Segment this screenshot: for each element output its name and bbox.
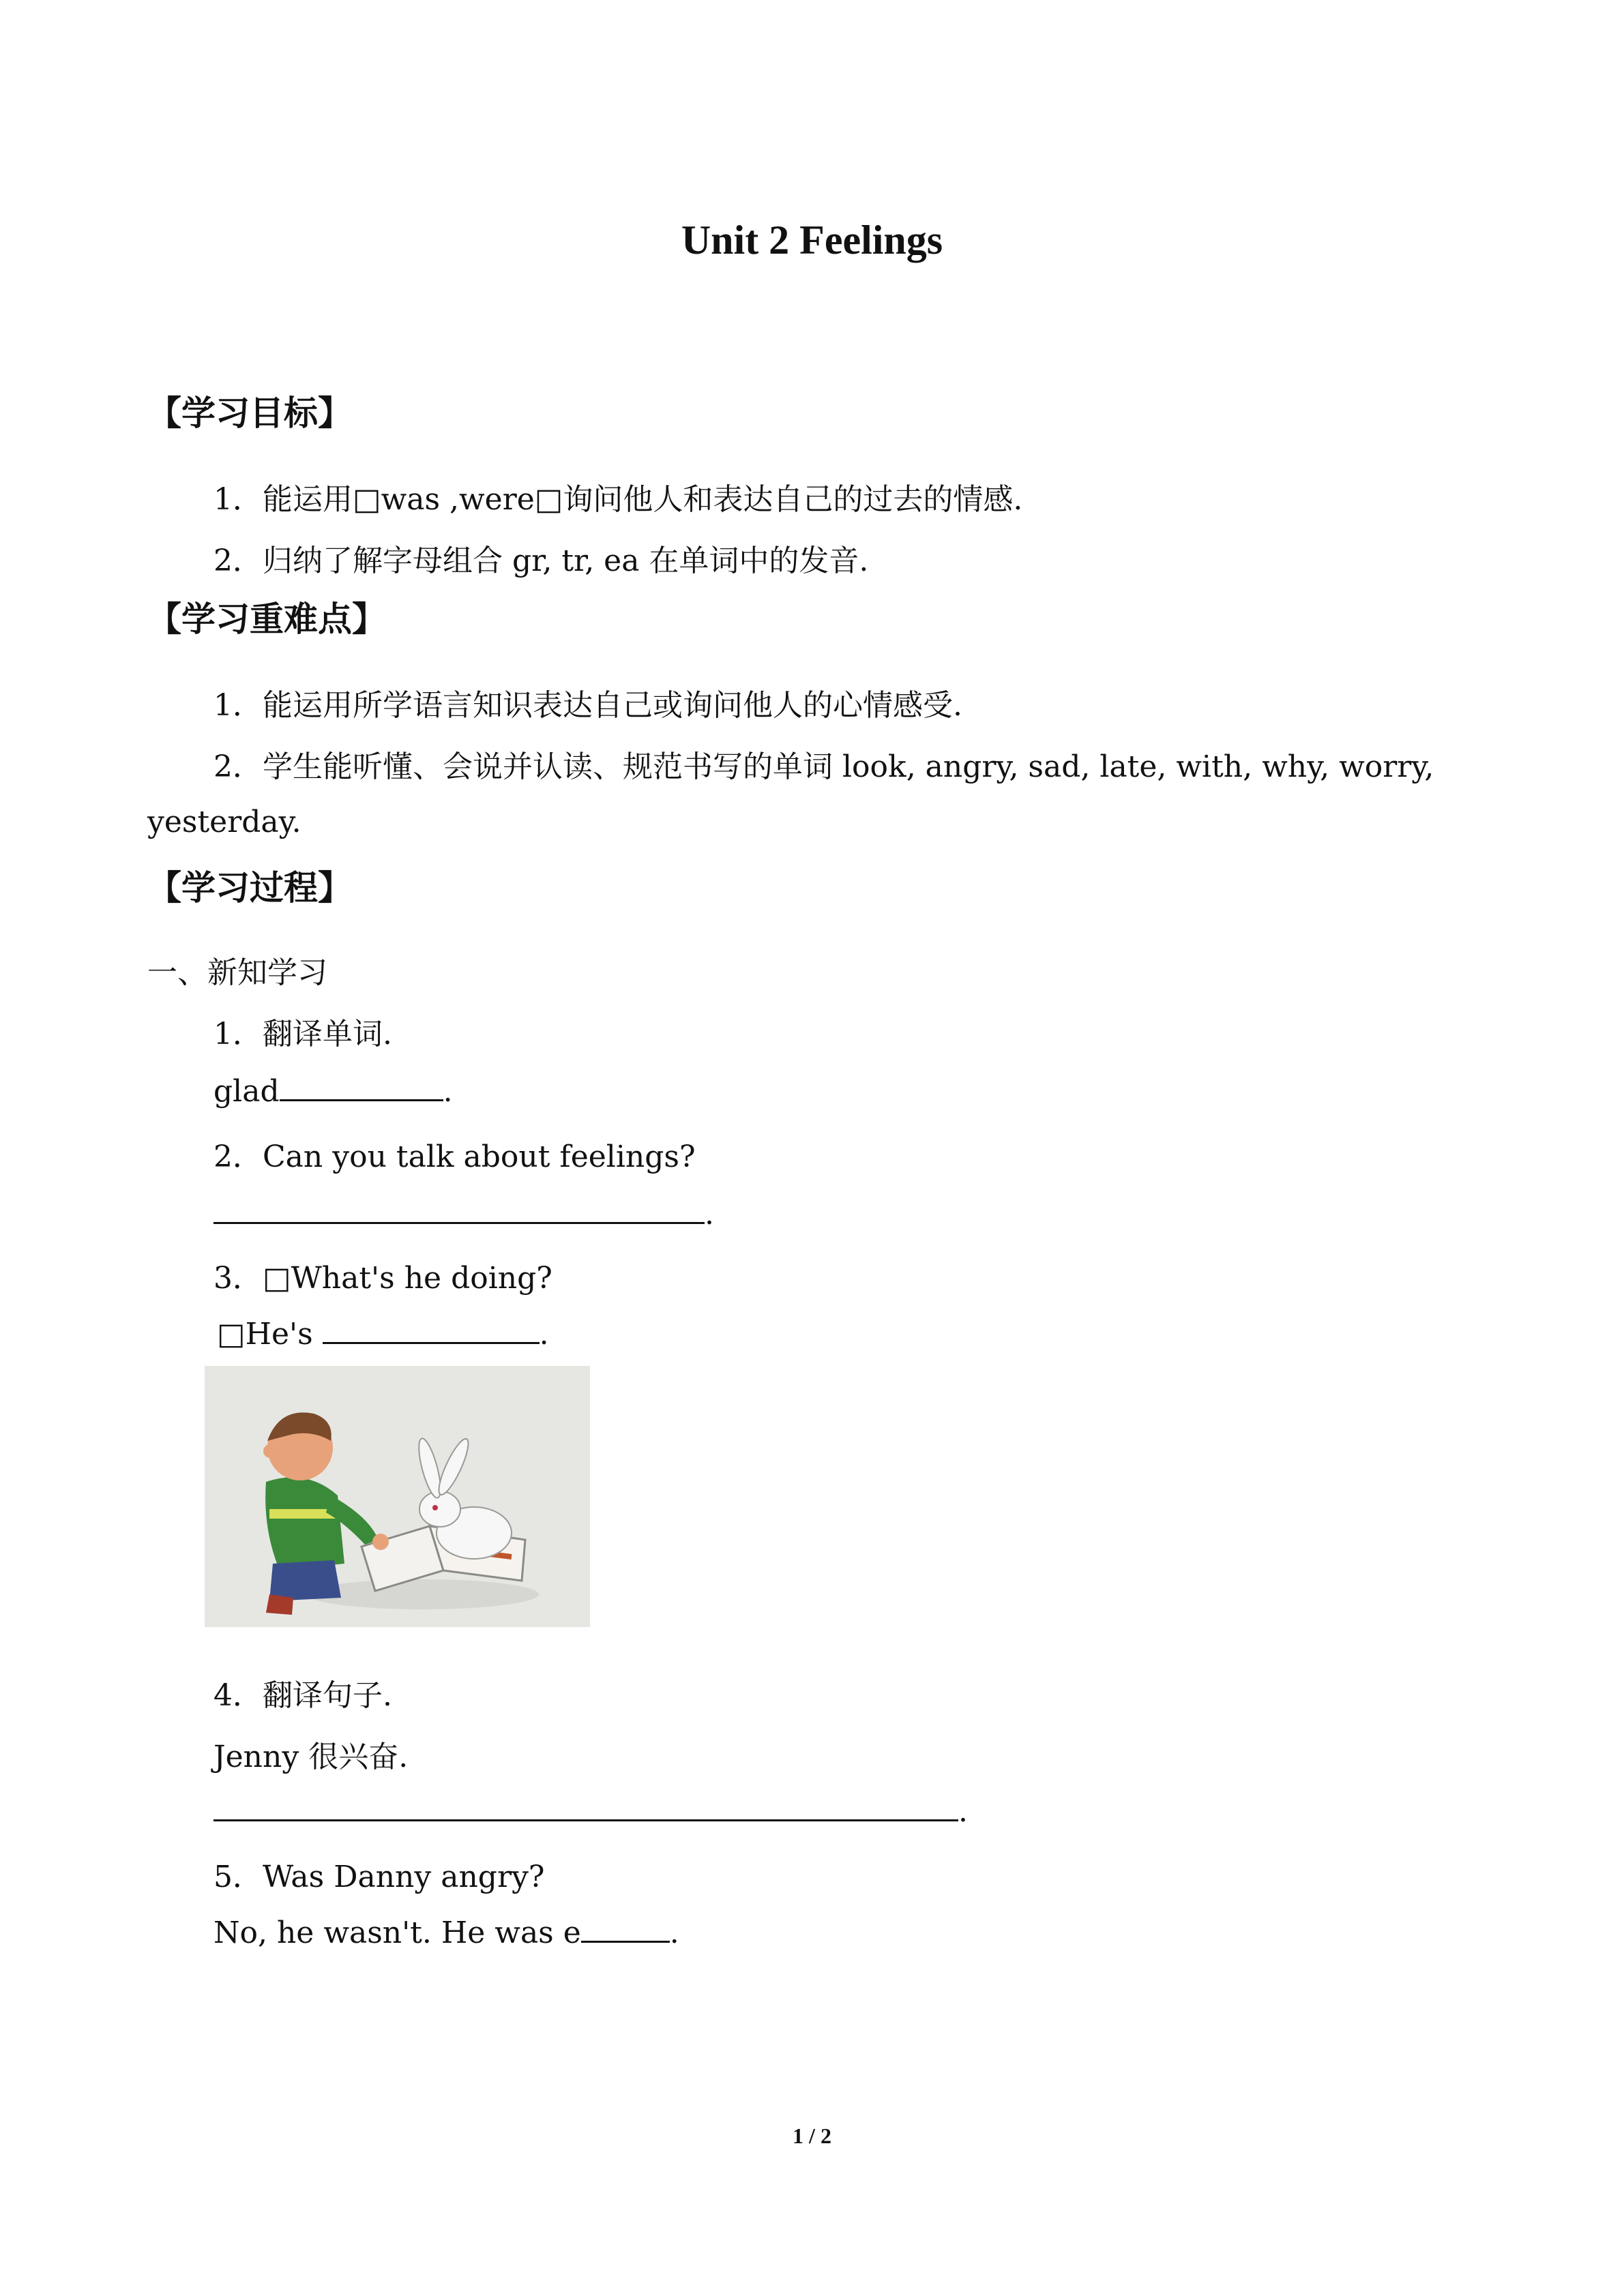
keypoint-2-line1: 2．学生能听懂、会说并认读、规范书写的单词 look, angry, sad, late, with, why, worry, [213,749,1434,784]
boy-reading-illustration [205,1366,590,1627]
answer-blank-5[interactable] [581,1913,670,1943]
question-3-answer-prefix: □He's [217,1317,313,1352]
question-5-line: No, he wasn't. He was e . [213,1913,679,1950]
section-keypoints: 【学习重难点】 [147,599,386,639]
answer-blank-1[interactable] [280,1072,443,1101]
boy-reading-picture [205,1366,590,1627]
answer-blank-3[interactable] [323,1315,540,1344]
page-title: Unit 2 Feelings [681,218,943,263]
keypoint-1: 1．能运用所学语言知识表达自己或询问他人的心情感受. [213,688,962,723]
part-one-heading: 一、新知学习 [147,955,327,990]
objective-1: 1．能运用□was ,were□询问他人和表达自己的过去的情感. [213,482,1023,517]
objective-2: 2．归纳了解字母组合 gr, tr, ea 在单词中的发音. [213,543,869,578]
section-objectives: 【学习目标】 [147,393,352,433]
page-number: 1 / 2 [793,2123,831,2148]
question-1-line: glad . [213,1072,453,1109]
question-3: 3．□What's he doing? [213,1261,552,1296]
question-3-line: □He's . [217,1315,549,1352]
question-5: 5．Was Danny angry? [213,1860,545,1894]
keypoint-2-line2: yesterday. [147,805,301,839]
question-4-line: . [213,1792,968,1829]
question-2-line: . [213,1195,714,1232]
question-4-sentence: Jenny 很兴奋. [213,1740,409,1774]
question-4: 4．翻译句子. [213,1678,392,1713]
question-1-word: glad [213,1074,280,1109]
question-2: 2．Can you talk about feelings? [213,1139,696,1174]
answer-blank-2[interactable] [213,1195,705,1224]
answer-blank-4[interactable] [213,1792,958,1821]
section-process: 【学习过程】 [147,868,352,908]
question-1: 1．翻译单词. [213,1017,392,1052]
question-5-answer-prefix: No, he wasn't. He was e [213,1915,581,1950]
